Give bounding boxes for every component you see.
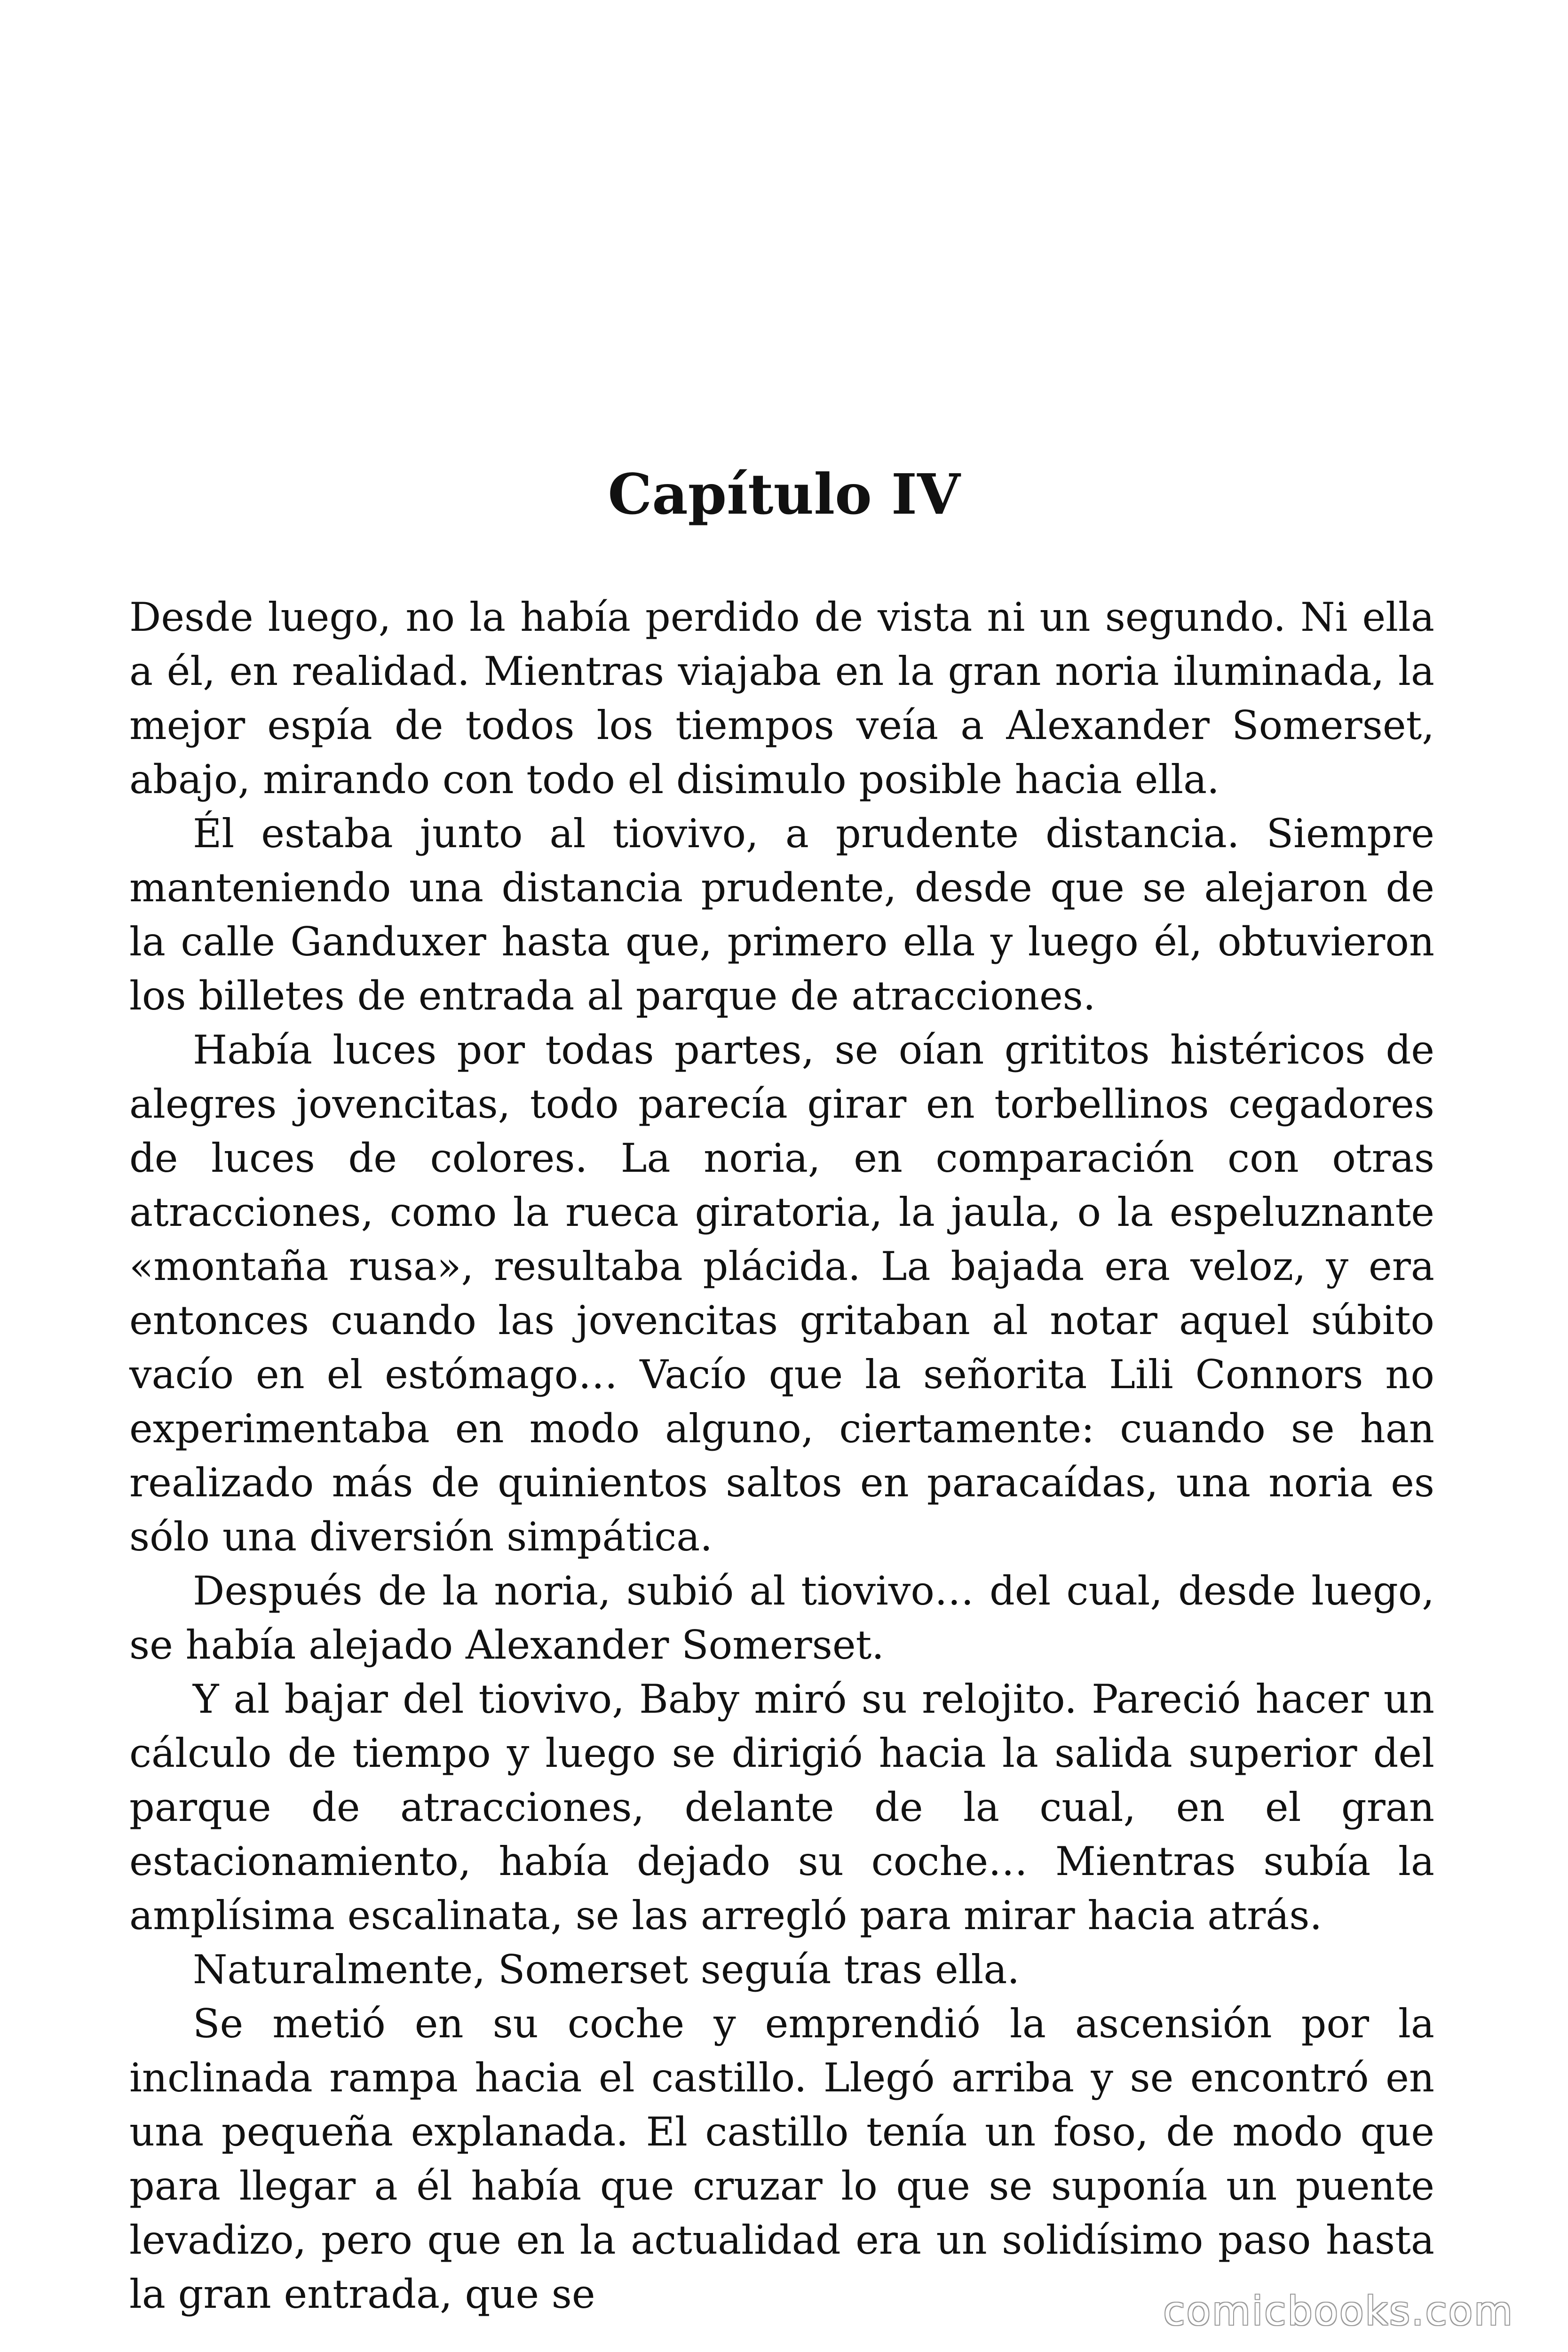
paragraph: Naturalmente, Somerset seguía tras ella.: [193, 1947, 1020, 1993]
paragraph: Había luces por todas partes, se oían grititos histéricos de alegres jovencitas, todo parecía girar en torbellinos cegadores de luces de colores. La noria, en comparación con otras atracciones, como la rueca giratoria, la jaula, o la espeluznante «montaña rusa», resultaba plácida. La bajada era veloz, y era entonces cuando las jovencitas gritaban al notar aquel súbito vacío en el estómago… Vacío que la señorita Lili Connors no experimentaba en modo alguno, ciertamente: cuando se han realizado más de quinientos saltos en paracaídas, una noria es sólo una diversión simpática.: [129, 1027, 1434, 1560]
chapter-title: Capítulo IV: [608, 461, 960, 527]
paragraph: Después de la noria, subió al tiovivo… del cual, desde luego, se había alejado Alexander Somerset.: [129, 1568, 1434, 1668]
chapter-body: [129, 590, 1434, 2321]
paragraph: Y al bajar del tiovivo, Baby miró su relojito. Pareció hacer un cálculo de tiempo y luego se dirigió hacia la salida superior del parque de atracciones, delante de la cual, en el gran estacionamiento, había dejado su coche… Mientras subía la amplísima escalinata, se las arregló para mirar hacia atrás.: [129, 1676, 1434, 1939]
paragraph: Se metió en su coche y emprendió la ascensión por la inclinada rampa hacia el castillo. Llegó arriba y se encontró en una pequeña explanada. El castillo tenía un foso, de modo que para llegar a él había que cruzar lo que se suponía un puente levadizo, pero que en la actualidad era un solidísimo paso hasta la gran entrada, que se: [129, 2001, 1434, 2317]
watermark-logo: comicbooks.com: [1163, 2288, 1514, 2334]
paragraph: Él estaba junto al tiovivo, a prudente distancia. Siempre manteniendo una distancia prudente, desde que se alejaron de la calle Ganduxer hasta que, primero ella y luego él, obtuvieron los billetes de entrada al parque de atracciones.: [129, 810, 1434, 1019]
paragraph: Desde luego, no la había perdido de vista ni un segundo. Ni ella a él, en realidad. Mientras viajaba en la gran noria iluminada, la mejor espía de todos los tiempos veía a Alexander Somerset, abajo, mirando con todo el disimulo posible hacia ella.: [129, 594, 1434, 803]
